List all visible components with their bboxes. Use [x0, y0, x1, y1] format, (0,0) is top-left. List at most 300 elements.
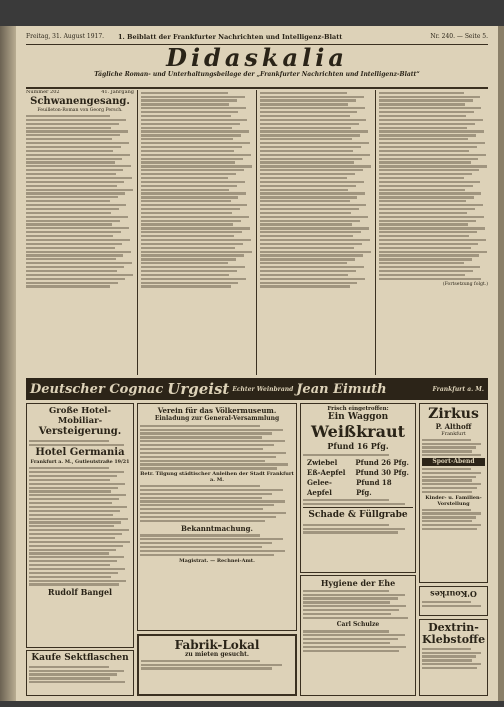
text-line: [260, 212, 351, 214]
okourkes-text: [422, 601, 485, 607]
text-line: [141, 278, 246, 280]
text-line: [26, 208, 119, 210]
text-line: [260, 111, 357, 113]
text-line: [303, 503, 405, 505]
text-line: [260, 165, 371, 167]
story-text: [26, 115, 134, 288]
text-line: [29, 677, 110, 679]
dextrin-text: [422, 648, 485, 670]
text-line: [26, 227, 129, 229]
announcement-text: [140, 534, 294, 556]
text-line: [422, 454, 481, 456]
text-line: [26, 115, 110, 117]
text-line: [140, 554, 274, 556]
text-line: [140, 493, 272, 495]
text-line: [379, 223, 468, 225]
produce-ad: [300, 403, 416, 573]
cognac-maker: Jean Eimuth: [296, 381, 387, 397]
bottles-ad: [26, 650, 134, 696]
text-line: [140, 550, 285, 552]
text-line: [260, 204, 366, 206]
text-line: [26, 254, 123, 256]
text-line: [379, 204, 483, 206]
bottles-title: Kaufe Sektflaschen: [31, 653, 129, 663]
text-line: [26, 262, 132, 264]
text-line: [29, 564, 110, 566]
text-line: [260, 115, 350, 117]
circus-family-show: Kinder- u. Familien-Vorstellung: [425, 494, 482, 507]
hygiene-ad: [300, 575, 416, 696]
text-line: [141, 204, 247, 206]
text-line: [141, 185, 237, 187]
text-line: [303, 609, 399, 611]
produce-list-item: [303, 468, 413, 478]
text-line: [379, 158, 478, 160]
text-line: [260, 270, 356, 272]
text-line: [141, 212, 232, 214]
text-line: [379, 216, 484, 218]
text-line: [379, 196, 474, 198]
text-line: [260, 150, 353, 152]
text-line: [141, 107, 246, 109]
text-line: [260, 266, 364, 268]
story-text: [141, 92, 253, 288]
text-line: [260, 278, 365, 280]
text-line: [260, 142, 369, 144]
text-line: [303, 638, 398, 640]
text-line: [140, 485, 260, 487]
text-line: [260, 196, 357, 198]
text-line: [260, 130, 368, 132]
text-line: [379, 251, 487, 253]
text-line: [260, 177, 347, 179]
text-line: [260, 285, 350, 287]
text-line: [422, 524, 481, 526]
produce-list-item: [303, 478, 413, 498]
text-line: [260, 247, 354, 249]
text-line: [379, 96, 480, 98]
text-line: [140, 456, 276, 458]
produce-text: [303, 524, 413, 534]
text-line: [141, 282, 238, 284]
text-line: [379, 212, 467, 214]
text-line: [26, 196, 118, 198]
text-line: [422, 516, 476, 518]
produce-item-name: Gelee-Aepfel: [307, 477, 332, 497]
column-rule: [375, 90, 376, 375]
dextrin-ad: [419, 619, 488, 696]
text-line: [140, 542, 272, 544]
text-line: [141, 161, 235, 163]
text-line: [260, 220, 360, 222]
text-line: [422, 491, 472, 493]
text-line: [379, 161, 471, 163]
text-line: [303, 590, 389, 592]
text-line: [379, 189, 465, 191]
text-line: [422, 667, 477, 669]
issue-year: 41. Jahrgang: [101, 90, 134, 95]
text-line: [140, 460, 265, 462]
text-line: [260, 239, 370, 241]
text-line: [141, 247, 235, 249]
text-line: [422, 479, 472, 481]
header-page-number: Nr. 240. — Seite 5.: [430, 33, 488, 40]
text-line: [379, 262, 464, 264]
hygiene-title: Hygiene der Ehe: [320, 578, 396, 588]
text-line: [26, 231, 121, 233]
text-line: [379, 181, 480, 183]
text-line: [303, 646, 406, 648]
text-line: [379, 220, 476, 222]
dextrin-title-2: Klebstoffe: [422, 633, 486, 646]
text-line: [379, 154, 486, 156]
text-line: [379, 192, 481, 194]
text-line: [260, 138, 352, 140]
text-line: [29, 475, 117, 477]
text-line: [29, 440, 109, 442]
text-line: [141, 192, 246, 194]
text-line: [260, 123, 359, 125]
text-line: [141, 99, 237, 101]
text-line: [379, 107, 481, 109]
text-line: [141, 239, 251, 241]
text-line: [141, 231, 242, 233]
text-line: [260, 254, 363, 256]
column-rule: [137, 90, 138, 375]
masthead: [26, 45, 488, 89]
text-line: [260, 107, 365, 109]
text-line: [303, 613, 391, 615]
text-line: [422, 528, 477, 530]
cognac-ad-banner: [26, 378, 488, 400]
column-2: [141, 90, 253, 375]
column-1: [26, 90, 134, 375]
text-line: [29, 560, 117, 562]
text-line: [26, 239, 130, 241]
text-line: [141, 173, 236, 175]
text-line: [422, 652, 481, 654]
text-line: [379, 111, 474, 113]
text-line: [141, 138, 233, 140]
text-line: [379, 227, 485, 229]
text-line: [29, 471, 124, 473]
text-line: [141, 220, 241, 222]
column-4: [379, 90, 488, 375]
text-line: [29, 444, 124, 446]
text-line: [260, 216, 368, 218]
text-line: [26, 216, 128, 218]
hygiene-text: [303, 590, 413, 619]
text-line: [140, 538, 283, 540]
text-line: [379, 235, 469, 237]
text-line: [141, 92, 228, 94]
text-line: [260, 192, 365, 194]
text-line: [29, 502, 112, 504]
text-line: [140, 504, 274, 506]
text-line: [303, 597, 398, 599]
text-line: [260, 181, 364, 183]
text-line: [422, 648, 471, 650]
text-line: [260, 146, 361, 148]
text-line: [379, 150, 469, 152]
text-line: [29, 510, 120, 512]
text-line: [26, 220, 120, 222]
text-line: [29, 556, 124, 558]
text-line: [141, 285, 231, 287]
text-line: [29, 568, 125, 570]
text-line: [260, 103, 348, 105]
text-line: [140, 512, 286, 514]
text-line: [141, 154, 251, 156]
text-line: [29, 666, 109, 668]
text-line: [422, 659, 472, 661]
text-line: [26, 247, 115, 249]
text-line: [141, 158, 243, 160]
text-line: [379, 177, 464, 179]
text-line: [141, 667, 272, 669]
produce-firm: Schade & Füllgrabe: [303, 507, 413, 522]
text-line: [140, 436, 262, 438]
circus-name: P. Althoff: [435, 422, 472, 431]
text-line: [379, 231, 477, 233]
text-line: [29, 529, 129, 531]
text-line: [141, 181, 245, 183]
text-line: [303, 531, 398, 533]
text-line: [422, 468, 471, 470]
text-line: [26, 192, 125, 194]
text-line: [260, 99, 356, 101]
header-title: 1. Beiblatt der Frankfurter Nachrichten und Intelligenz-Blatt: [118, 33, 343, 41]
auction-ad: [26, 403, 134, 648]
header-date: Freitag, 31. August 1917.: [26, 33, 105, 40]
text-line: [260, 243, 362, 245]
text-line: [422, 476, 476, 478]
page-edge: [498, 26, 504, 701]
text-line: [303, 524, 389, 526]
text-line: [26, 150, 113, 152]
text-line: [379, 266, 480, 268]
auction-text: [29, 467, 131, 585]
text-line: [260, 200, 350, 202]
text-line: [26, 251, 131, 253]
text-line: [141, 123, 240, 125]
text-line: [260, 262, 347, 264]
text-line: [422, 443, 481, 445]
text-line: [140, 520, 265, 522]
text-line: [140, 500, 285, 502]
text-line: [29, 514, 113, 516]
text-line: [26, 270, 117, 272]
text-line: [26, 282, 118, 284]
text-line: [140, 497, 262, 499]
text-line: [422, 483, 481, 485]
text-line: [140, 444, 274, 446]
text-line: [260, 96, 364, 98]
text-line: [260, 258, 355, 260]
story-byline: Feuilleton-Roman von Georg Persch.: [37, 107, 123, 113]
text-line: [260, 231, 361, 233]
text-line: [140, 534, 260, 536]
cognac-type: Echter Weinbrand: [232, 385, 294, 393]
text-line: [260, 158, 362, 160]
text-line: [141, 243, 243, 245]
column-3: [260, 90, 372, 375]
text-line: [141, 165, 252, 167]
text-line: [26, 200, 110, 202]
bottles-text: [29, 666, 131, 684]
museum-text: [140, 425, 294, 470]
produce-price: Pfund 16 Pfg.: [327, 441, 389, 451]
produce-text: [303, 454, 413, 456]
okourkes-title: O'Kourkes: [430, 589, 477, 599]
text-line: [29, 549, 116, 551]
text-line: [260, 251, 371, 253]
cognac-label: Deutscher Cognac: [30, 381, 164, 397]
text-line: [260, 119, 366, 121]
produce-list: [303, 458, 413, 498]
text-line: [141, 270, 237, 272]
text-line: [141, 169, 244, 171]
auction-hotel: Hotel Germania: [35, 447, 125, 459]
text-line: [29, 580, 126, 582]
cognac-city: Frankfurt a. M.: [432, 385, 484, 393]
text-line: [140, 448, 263, 450]
text-line: [141, 216, 249, 218]
text-line: [26, 158, 122, 160]
text-line: [379, 258, 472, 260]
text-line: [26, 189, 133, 191]
text-line: [26, 142, 129, 144]
text-line: [379, 138, 468, 140]
text-line: [303, 528, 405, 530]
announcement-title: Bekanntmachung.: [181, 523, 253, 533]
text-line: [422, 472, 481, 474]
text-line: [303, 617, 408, 619]
text-line: [260, 208, 359, 210]
text-line: [141, 177, 228, 179]
text-line: [29, 576, 111, 578]
text-line: [141, 258, 236, 260]
text-line: [260, 235, 353, 237]
text-line: [379, 200, 466, 202]
text-line: [140, 516, 276, 518]
text-line: [29, 681, 125, 683]
auction-text: [29, 440, 131, 446]
text-line: [29, 673, 117, 675]
text-line: [26, 177, 132, 179]
text-line: [141, 119, 247, 121]
text-line: [141, 664, 282, 666]
text-line: [141, 274, 229, 276]
text-line: [379, 185, 473, 187]
text-line: [141, 266, 245, 268]
museum-notice: [137, 403, 297, 631]
text-line: [140, 489, 283, 491]
produce-list-item: [303, 458, 413, 468]
loan-notice-text: [140, 485, 294, 522]
text-line: [26, 181, 124, 183]
hygiene-firm: Carl Schulze: [336, 620, 380, 628]
text-line: [303, 630, 389, 632]
text-line: [29, 583, 119, 585]
text-line: [26, 169, 123, 171]
text-line: [29, 490, 111, 492]
produce-product: Weißkraut: [311, 422, 405, 441]
text-line: [422, 605, 481, 607]
cognac-brand: Urgeist: [167, 380, 230, 398]
text-line: [422, 663, 481, 665]
museum-title: Verein für das Völkermuseum.: [157, 406, 277, 415]
text-line: [26, 165, 131, 167]
text-line: [379, 169, 479, 171]
text-line: [141, 254, 244, 256]
story-title: Schwanengesang.: [30, 95, 130, 107]
text-line: [29, 670, 124, 672]
text-line: [260, 185, 356, 187]
text-line: [260, 154, 370, 156]
circus-text: [422, 439, 485, 457]
circus-city: Frankfurt: [441, 431, 466, 437]
text-line: [29, 479, 110, 481]
text-line: [379, 247, 471, 249]
text-line: [141, 196, 238, 198]
text-line: [303, 594, 405, 596]
text-line: [26, 130, 128, 132]
text-line: [141, 96, 245, 98]
text-line: [26, 266, 124, 268]
dextrin-title-1: Dextrin-: [428, 621, 479, 634]
text-line: [379, 142, 485, 144]
text-line: [141, 200, 231, 202]
auction-title-2: Versteigerung.: [38, 426, 122, 437]
text-line: [303, 499, 389, 501]
text-line: [260, 169, 363, 171]
text-line: [29, 483, 125, 485]
text-line: [379, 119, 483, 121]
text-line: [29, 494, 126, 496]
text-line: [140, 425, 260, 427]
text-line: [141, 146, 242, 148]
text-line: [260, 274, 348, 276]
text-line: [140, 463, 288, 465]
text-line: [29, 467, 109, 469]
text-line: [141, 142, 250, 144]
text-line: [379, 99, 473, 101]
text-line: [379, 127, 467, 129]
text-line: [141, 103, 229, 105]
column-rule: [256, 90, 257, 375]
produce-text: [303, 499, 413, 505]
text-line: [26, 154, 130, 156]
text-line: [379, 208, 475, 210]
text-line: [422, 601, 471, 603]
office-name: Magistrat. — Rechnei-Amt.: [179, 557, 255, 564]
text-line: [26, 223, 112, 225]
text-line: [29, 537, 115, 539]
produce-item-name: Eß-Aepfel: [307, 467, 346, 477]
text-line: [379, 243, 478, 245]
text-line: [379, 103, 465, 105]
okourkes-ad: [419, 586, 488, 616]
factory-ad: [137, 634, 297, 696]
text-line: [141, 189, 229, 191]
text-line: [141, 235, 234, 237]
text-line: [422, 487, 477, 489]
text-line: [26, 138, 112, 140]
newspaper-page: [16, 26, 498, 701]
continued-note: (Fortsetzung folgt.): [442, 281, 488, 287]
text-line: [379, 173, 472, 175]
